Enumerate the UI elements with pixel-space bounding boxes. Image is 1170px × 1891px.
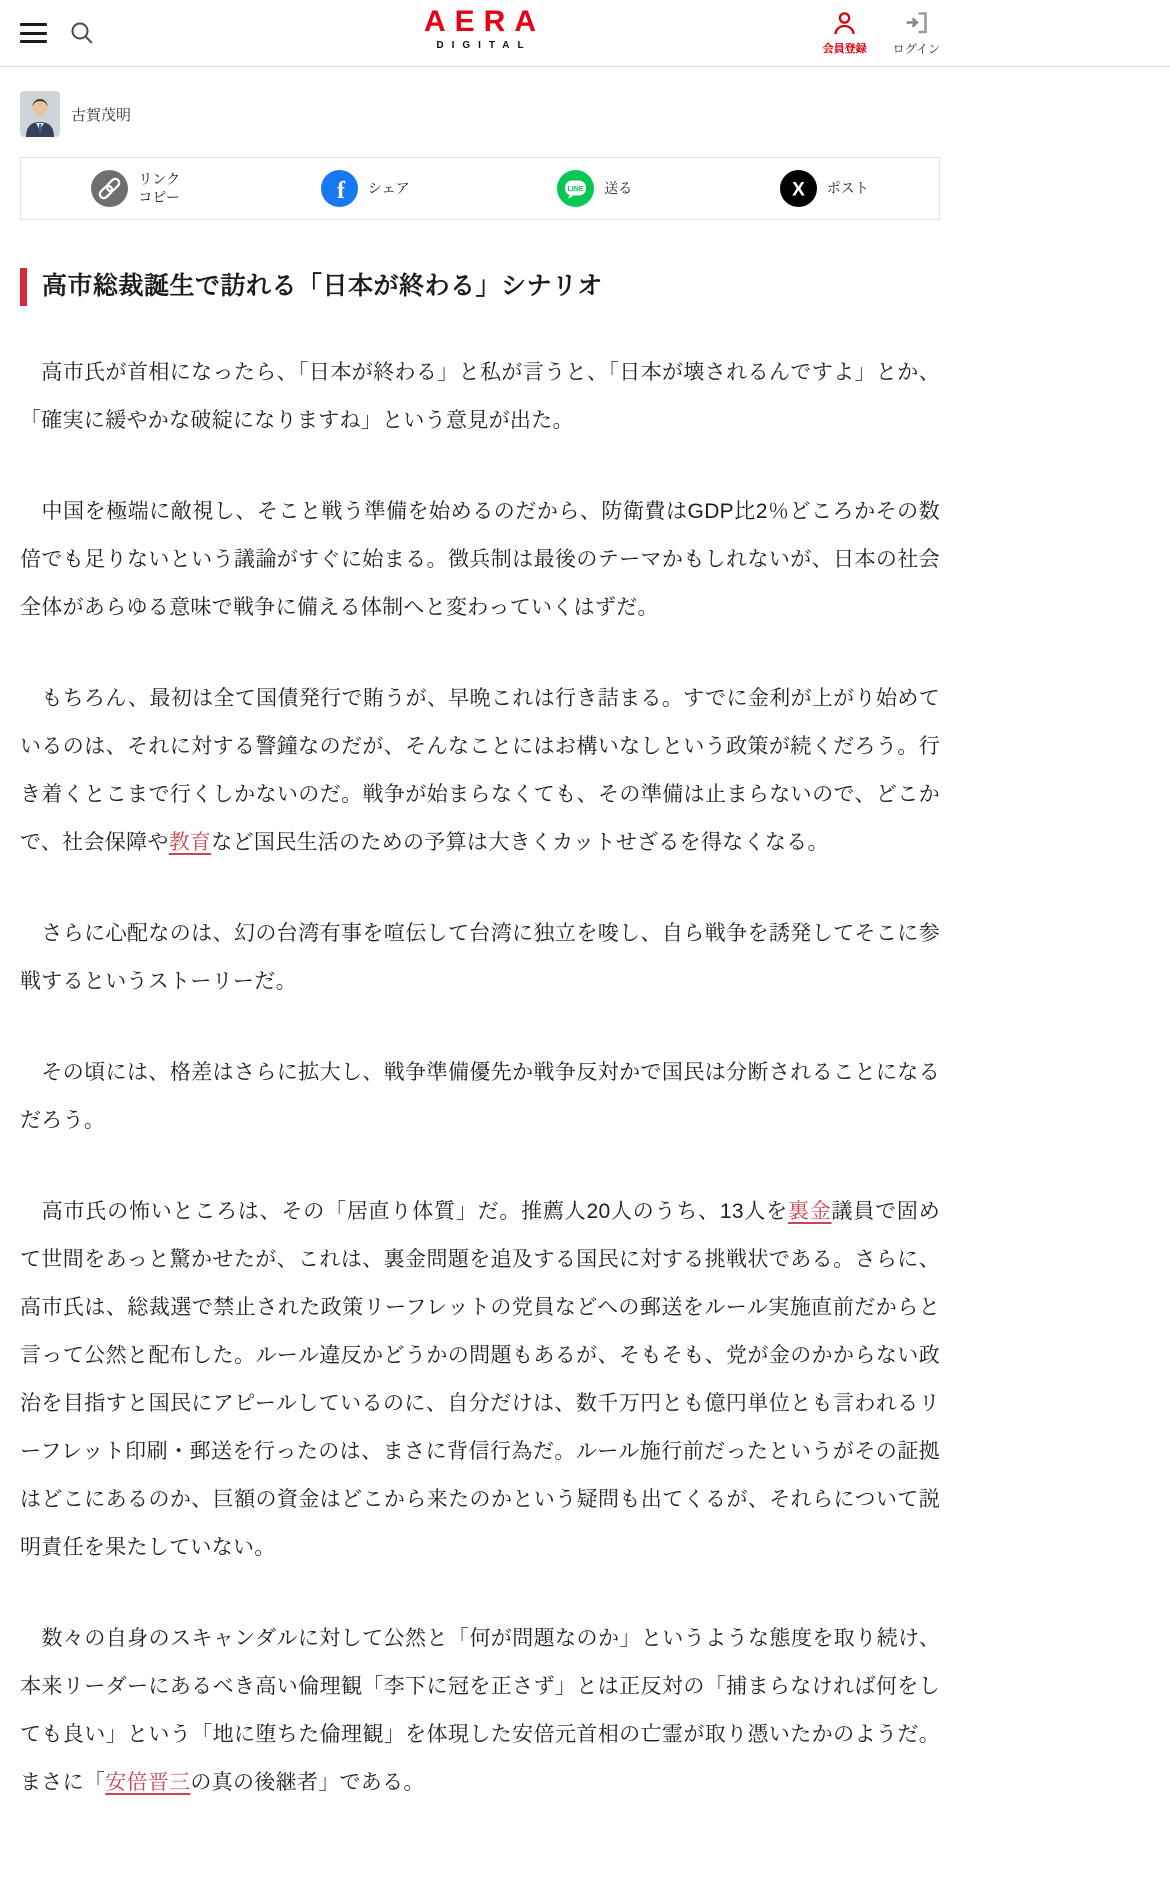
site-logo-subtitle: DIGITAL	[436, 40, 532, 51]
facebook-share-button[interactable]	[251, 168, 481, 209]
article-paragraph: 中国を極端に敵視し、そこと戦う準備を始めるのだから、防衛費はGDP比2％どころかその数倍でも足りないという議論がすぐに始まる。徴兵制は最後のテーマかもしれないが、日本の社会全体があらゆる意味で戦争に備える体制へと変わっていくはずだ。	[20, 499, 940, 619]
article-paragraph: もちろん、最初は全て国債発行で賄うが、早晩これは行き詰まる。すでに金利が上がり始めているのは、それに対する警鐘なのだが、そんなことにはお構いなしという政策が続くだろう。行き着くとこまで行くしかないのだ。戦争が始まらなくても、その準備は止まらないので、どこかで、社会保障や教育など国民生活のための予算は大きくカットせざるを得なくなる。	[20, 686, 940, 854]
x-post-button[interactable]	[710, 168, 940, 209]
search-button[interactable]	[69, 20, 95, 46]
author-photo-placeholder	[20, 91, 60, 137]
inline-link[interactable]: 裏金	[787, 1199, 832, 1223]
author-row	[20, 91, 940, 137]
article-paragraph: 高市氏が首相になったら、「日本が終わる」と私が言うと、「日本が壊されるんですよ」とか、「確実に緩やかな破綻になりますね」という意見が出た。	[20, 360, 940, 432]
site-logo-title: AERA	[423, 5, 546, 38]
svg-text:f: f	[336, 178, 345, 204]
x-post-label: ポスト	[826, 179, 869, 196]
author-name[interactable]: 古賀茂明	[71, 104, 131, 125]
hamburger-icon	[20, 32, 47, 35]
article-paragraph: 高市氏の怖いところは、その「居直り体質」だ。推薦人20人のうち、13人を裏金議員で固めて世間をあっと驚かせたが、これは、裏金問題を追及する国民に対する挑戦状である。さらに、高市氏は、総裁選で禁止された政策リーフレットの党員などへの郵送をルール実施直前だからと言って公然と配布した。ルール違反かどうかの問題もあるが、そもそも、党が金のかからない政治を目指すと国民にアピールしているのに、自分だけは、数千万円とも億円単位とも言われるリーフレット印刷・郵送を行ったのは、まさに背信行為だ。ルール施行前だったというがその証拠はどこにあるのか、巨額の資金はどこから来たのかという疑問も出てくるが、それらについて説明責任を果たしていない。	[20, 1199, 941, 1559]
link-copy-icon	[91, 170, 128, 207]
copy-link-label: リンク コピー	[138, 171, 181, 205]
article-headline: 高市総裁誕生で訪れる「日本が終わる」シナリオ	[20, 268, 940, 306]
hamburger-icon	[20, 23, 47, 26]
share-bar	[20, 157, 940, 220]
facebook-icon	[321, 170, 358, 207]
article-body	[20, 349, 940, 1807]
line-send-button[interactable]	[480, 168, 710, 209]
article-paragraph: その頃には、格差はさらに拡大し、戦争準備優先か戦争反対かで国民は分断されることになるだろう。	[20, 1060, 940, 1132]
svg-text:X: X	[791, 179, 805, 201]
nav-left	[20, 20, 95, 46]
register-label: 会員登録	[822, 42, 867, 55]
inline-link[interactable]: 安倍晋三	[105, 1770, 191, 1794]
login-icon	[903, 10, 930, 37]
article-page	[20, 91, 940, 1874]
login-button[interactable]	[893, 10, 940, 57]
line-icon	[557, 170, 594, 207]
nav-right	[823, 10, 940, 57]
top-navbar-inner	[20, 0, 940, 66]
site-logo[interactable]	[423, 5, 546, 51]
facebook-share-label: シェア	[367, 179, 410, 196]
copy-link-button[interactable]	[21, 168, 251, 209]
x-icon	[780, 170, 817, 207]
top-navbar	[0, 0, 1170, 67]
line-send-label: 送る	[604, 179, 633, 196]
article-paragraph: さらに心配なのは、幻の台湾有事を喧伝して台湾に独立を唆し、自ら戦争を誘発してそこに参戦するというストーリーだ。	[20, 921, 940, 993]
article-paragraph: 数々の自身のスキャンダルに対して公然と「何が問題なのか」というような態度を取り続け、本来リーダーにあるべき高い倫理観「李下に冠を正さず」とは正反対の「捕まらなければ何をしても良い」という「地に堕ちた倫理観」を体現した安倍元首相の亡霊が取り憑いたかのようだ。まさに「安倍晋三の真の後継者」である。	[20, 1626, 940, 1794]
hamburger-icon	[20, 40, 47, 43]
svg-text:LINE: LINE	[567, 185, 584, 193]
login-label: ログイン	[892, 41, 940, 56]
author-avatar[interactable]	[20, 91, 60, 137]
user-icon	[831, 10, 858, 37]
search-icon	[69, 20, 95, 46]
register-button[interactable]	[823, 10, 867, 56]
hamburger-menu-button[interactable]	[20, 23, 47, 43]
inline-link[interactable]: 教育	[168, 830, 212, 854]
